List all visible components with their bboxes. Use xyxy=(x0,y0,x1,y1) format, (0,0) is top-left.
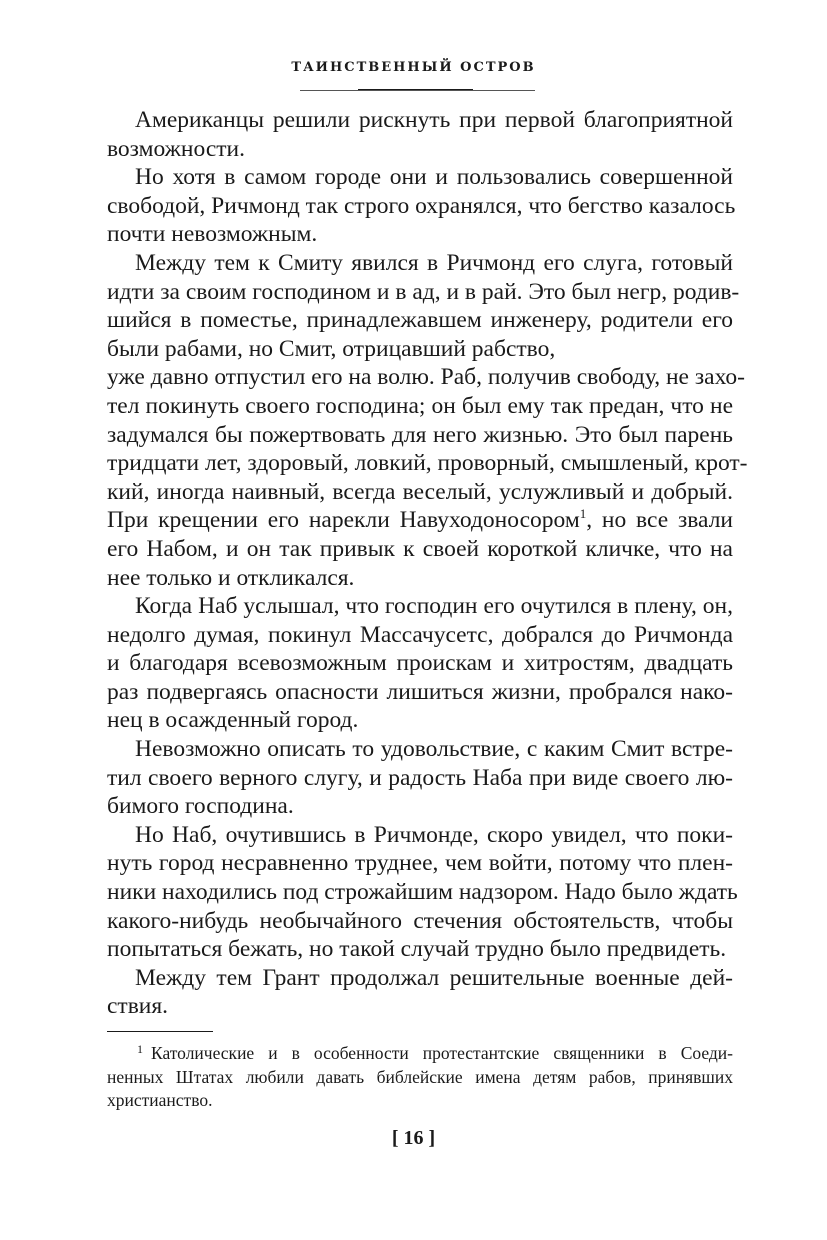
text-line: уже давно отпустил его на волю. Раб, получив свободу, не захо- xyxy=(107,364,746,391)
paragraph-1 xyxy=(107,106,733,163)
text-line: какого-нибудь необычайного стечения обстоятельств, чтобы xyxy=(107,907,733,934)
text-line: шийся в поместье, принадлежавшем инженеру, родители его xyxy=(107,307,733,334)
text-line: идти за своим господином и в ад, и в рай. Это был негр, родив- xyxy=(107,278,740,305)
text-line: нец в осажденный город. xyxy=(107,707,359,734)
header-rule xyxy=(358,89,473,90)
text-line: Между тем к Смиту явился в Ричмонд его слуга, готовый xyxy=(135,249,733,276)
text-line: бимого господина. xyxy=(107,793,294,820)
page-number: [ 16 ] xyxy=(391,1127,436,1149)
text-line: тел покинуть своего господина; он был ему так предан, что не xyxy=(107,392,733,419)
text-line: ники находились под строжайшим надзором. Надо было ждать xyxy=(107,879,738,906)
footnote-line: ненных Штатах любили давать библейские имена детям рабов, принявших xyxy=(107,1066,733,1087)
footnote-line xyxy=(107,1042,733,1066)
footnote-rule xyxy=(107,1031,213,1032)
text-line xyxy=(107,506,733,535)
text-line: тридцати лет, здоровый, ловкий, проворный, смышленый, крот- xyxy=(107,450,748,477)
text-line: Но хотя в самом городе они и пользовались совершенной xyxy=(135,164,733,191)
text-line: кий, иногда наивный, всегда веселый, услужливый и добрый. xyxy=(107,478,733,505)
paragraph-5 xyxy=(107,735,733,821)
footnote-mark: 1 xyxy=(137,1042,143,1056)
text-line: Когда Наб услышал, что господин его очутился в плену, он, xyxy=(135,593,733,620)
text-line: его Набом, и он так привык к своей короткой кличке, что на xyxy=(107,535,733,562)
text-line: Американцы решили рискнуть при первой благоприятной xyxy=(135,107,733,133)
text-segment: При крещении его нарекли Навуходоносором xyxy=(107,507,580,534)
text-line: Невозможно описать то удовольствие, с каким Смит встре- xyxy=(135,736,733,763)
running-title: ТАИНСТВЕННЫЙ ОСТРОВ xyxy=(291,60,536,75)
footnote-reference[interactable]: 1 xyxy=(579,506,587,522)
text-line: попытаться бежать, но такой случай трудно было предвидеть. xyxy=(107,936,727,963)
text-line: свободой, Ричмонд так строго охранялся, что бегство казалось xyxy=(107,192,736,219)
footnote-line: христианство. xyxy=(107,1090,213,1110)
text-line: и благодаря всевозможным проискам и хитростям, двадцать xyxy=(107,650,733,677)
paragraph-2 xyxy=(107,163,736,249)
text-line: ствия. xyxy=(107,993,169,1020)
paragraph-3 xyxy=(107,249,748,592)
main-text xyxy=(107,106,748,1021)
header-rule-thin xyxy=(300,90,535,91)
text-line: тил своего верного слугу, и радость Наба при виде своего лю- xyxy=(107,764,733,791)
footnote xyxy=(107,1042,733,1113)
paragraph-6 xyxy=(107,821,738,964)
text-line: были рабами, но Смит, отрицавший рабство, xyxy=(107,335,556,362)
text-line: нуть город несравненно труднее, чем войти, потому что плен- xyxy=(107,850,733,877)
text-line: Но Наб, очутившись в Ричмонде, скоро увидел, что поки- xyxy=(135,821,733,848)
text-line: задумался бы пожертвовать для него жизнью. Это был парень xyxy=(107,421,733,448)
text-segment: , но все звали xyxy=(586,507,733,534)
text-line: недолго думая, покинул Массачусетс, добрался до Ричмонда xyxy=(107,621,733,648)
text-line: Между тем Грант продолжал решительные военные дей- xyxy=(135,964,733,991)
footnote-text: Католические и в особенности протестантские священники в Соеди- xyxy=(151,1043,733,1063)
paragraph-7 xyxy=(107,964,733,1021)
text-line: нее только и откликался. xyxy=(107,564,355,591)
text-line: раз подвергаясь опасности лишиться жизни, пробрался нако- xyxy=(107,678,733,705)
text-line: почти невозможным. xyxy=(107,221,318,248)
text-line: возможности. xyxy=(107,135,245,162)
paragraph-4 xyxy=(107,592,733,735)
